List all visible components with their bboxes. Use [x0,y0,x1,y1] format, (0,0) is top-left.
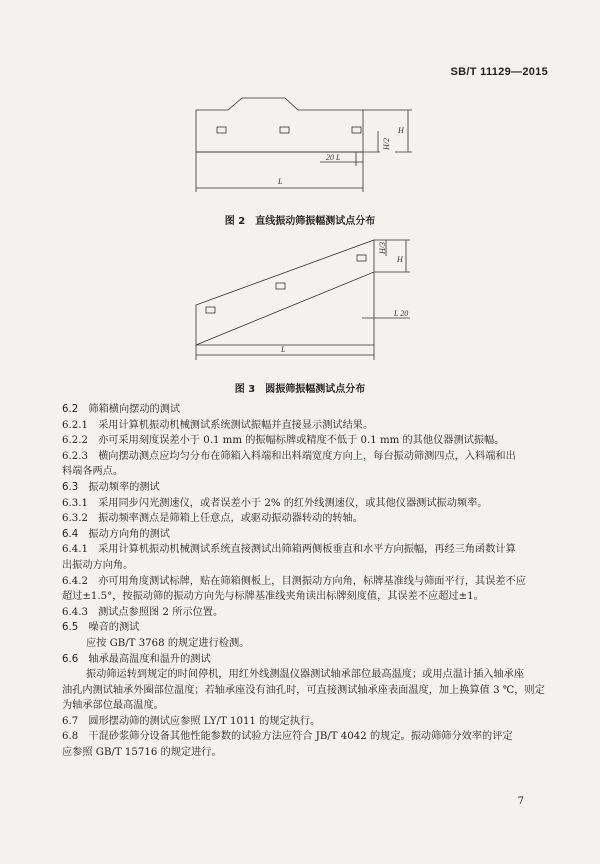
text-line: 6.2.2 亦可采用刻度误差小于 0.1 mm 的振幅标牌或精度不低于 0.1 mm 的其他仪器测试振幅。 [62,435,505,447]
section-heading: 6.3 振动频率的测试 [62,481,160,493]
fig3-label-l: L [281,345,286,354]
fig2-screen-outline [196,98,363,152]
fig2-label-20l: 20 L [326,153,341,162]
standard-code: SB/T 11129—2015 [450,66,548,78]
fig3-label-h: H [397,255,403,264]
section-heading: 6.2 筛箱横向摆动的测试 [62,404,181,415]
text-line: 为轴承部位最高温度。 [62,700,164,712]
fig2-label-l: L [278,177,283,186]
page-number: 7 [517,796,524,807]
fig3-label-h3: H/3 [378,242,387,254]
fig2-test-point [352,127,361,133]
body-text [62,402,550,761]
fig3-label-l20: L 20 [394,309,409,318]
fig2-test-point [280,127,289,133]
text-line: 6.3.2 振动频率测点是筛箱上任意点，或驱动振动器转动的转轴。 [62,513,363,525]
fig3-screen-outline [196,240,374,345]
text-line: 6.4.2 亦可用角度测试标牌，贴在筛箱侧板上，目测振动方向角，标牌基准线与筛面平行，其误差不应 [62,575,526,587]
fig2-label-h: H [398,126,404,135]
text-line: 6.8 干混砂浆筛分设备其他性能参数的试验方法应符合 JB/T 4042 的规定。振动筛筛分效率的评定 [62,731,513,743]
text-line: 6.4.3 测试点参照图 2 所示位置。 [62,606,224,618]
text-line: 振动筛运转到规定的时间停机，用红外线测温仪器测试轴承部位最高温度；或用点温计插入轴承座 [86,669,525,681]
fig3-test-point [206,307,215,313]
text-line: 超过±1.5°，按振动筛的振动方向先与标牌基准线夹角读出标牌刻度值，其误差不应超过±1。 [62,591,484,603]
text-line: 6.4.1 采用计算机振动机械测试系统直接测试出筛箱两侧板垂直和水平方向振幅，再经三角函数计算 [62,544,516,556]
section-heading: 6.6 轴承最高温度和温升的测试 [62,653,211,665]
fig3-test-point [276,283,285,289]
text-line: 6.2.1 采用计算机振动机械测试系统测试振幅并直接显示测试结果。 [62,419,374,431]
figure-2-caption: 图 2 直线振动筛振幅测试点分布 [224,216,376,227]
text-line: 应参照 GB/T 15716 的规定进行。 [62,747,222,759]
fig3-test-point [357,255,366,261]
text-line: 6.7 圆形摆动筛的测试应参照 LY/T 1011 的规定执行。 [62,715,321,727]
section-heading: 6.4 振动方向角的测试 [62,528,170,540]
figure-3-caption: 图 3 圆振筛振幅测试点分布 [234,384,366,395]
text-line: 应按 GB/T 3768 的规定进行检测。 [86,637,250,649]
text-line: 出振动方向角。 [62,559,134,571]
text-line: 料端各两点。 [62,466,124,478]
text-line: 6.3.1 采用同步闪光测速仪，或者误差小于 2% 的红外线测速仪，或其他仪器测试振动频率。 [62,497,488,509]
figure-3-diagram [0,228,600,376]
section-heading: 6.5 噪音的测试 [62,622,140,634]
fig2-test-point [217,127,226,133]
text-line: 6.2.3 横向摆动测点应均匀分布在筛箱入料端和出料端宽度方向上，每台振动筛测四点，入料端和出 [62,450,516,462]
figure-2-diagram [0,80,600,212]
text-line: 油孔内测试轴承外圈部位温度；若轴承座没有油孔时，可直接测试轴承座表面温度，加上换算值 3 ℃，则定 [62,684,545,696]
fig2-label-h2: H/2 [382,138,391,150]
